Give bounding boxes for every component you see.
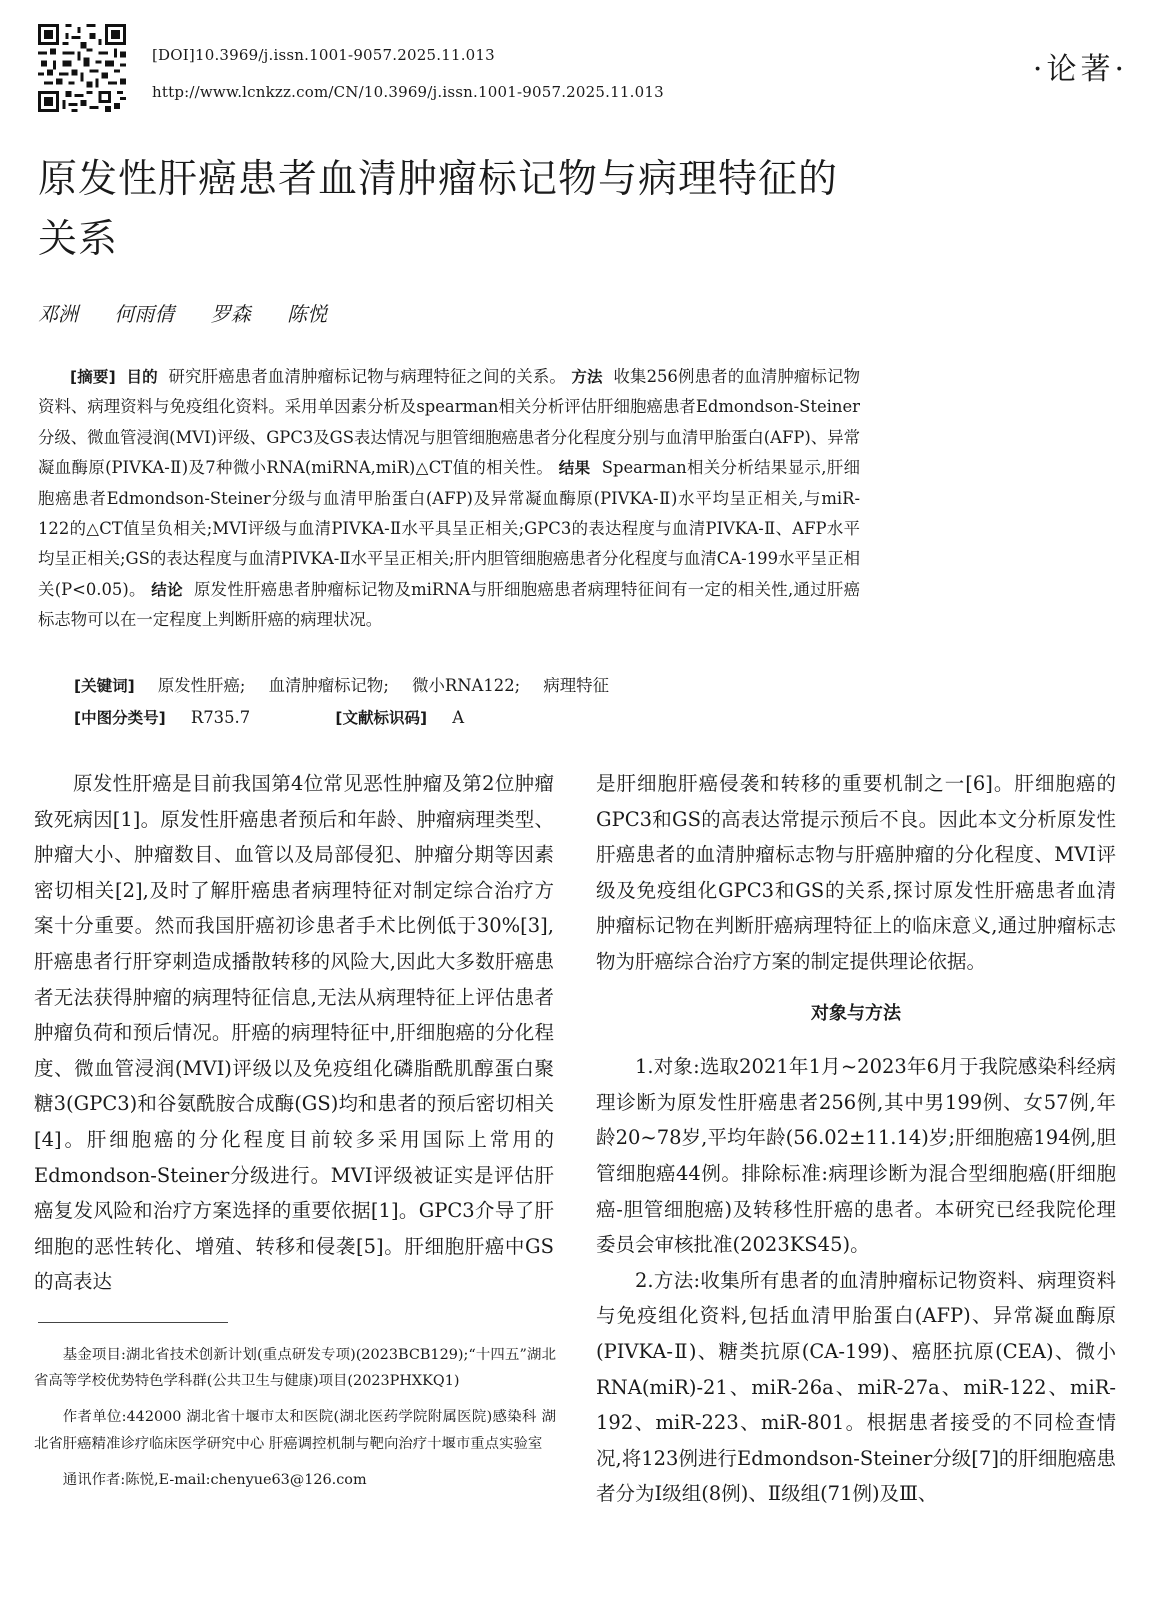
results-text: Spearman相关分析结果显示,肝细胞癌患者Edmondson-Steiner分级与血清甲胎蛋白(AFP)及异常凝血酶原(PIVKA-Ⅱ)水平均呈正相关,与miR-122的△CT值呈负相关;MVI评级与血清PIVKA-Ⅱ水平具呈正相关;GPC3的表达程度与血清PIVKA-Ⅱ、AFP水平均呈正相关;GS的表达程度与血清PIVKA-Ⅱ水平呈正相关;肝内胆管细胞癌患者分化程度与血清CA-199水平呈正相关(P<0.05)。	[38, 458, 860, 599]
keyword: 病理特征	[543, 676, 609, 695]
article-url[interactable]: http://www.lcnkzz.com/CN/10.3969/j.issn.1001-9057.2025.11.013	[152, 83, 664, 101]
corresponding-note: 通讯作者:陈悦,E-mail:chenyue63@126.com	[62, 1471, 367, 1488]
abstract	[38, 362, 860, 636]
body-column-right	[596, 766, 1116, 1512]
methods-text: 收集256例患者的血清肿瘤标记物资料、病理资料与免疫组化资料。采用单因素分析及spearman相关分析评估肝细胞癌患者Edmondson-Steiner分级、微血管浸润(MVI)评级、GPC3及GS表达情况与胆管细胞癌患者分化程度分别与血清甲胎蛋白(AFP)、异常凝血酶原(PIVKA-Ⅱ)及7种微小RNA(miRNA,miR)△CT值的相关性。	[38, 367, 860, 478]
doc-code-value: A	[452, 708, 465, 727]
author: 陈悦	[287, 302, 328, 326]
qr-code-icon	[38, 24, 126, 112]
author: 何雨倩	[114, 302, 175, 326]
objective-label: 目的	[126, 368, 158, 386]
body-paragraph: 1.对象:选取2021年1月~2023年6月于我院感染科经病理诊断为原发性肝癌患者256例,其中男199例、女57例,年龄20~78岁,平均年龄(56.02±11.14)岁;肝细胞癌194例,胆管细胞癌44例。排除标准:病理诊断为混合型细胞癌(肝细胞癌-胆管细胞癌)及转移性肝癌的患者。本研究已经我院伦理委员会审核批准(2023KS45)。	[596, 1055, 1116, 1257]
results-label: 结果	[558, 459, 591, 478]
classification	[74, 706, 464, 728]
conclusion-text: 原发性肝癌患者肿瘤标记物及miRNA与肝细胞癌患者病理特征间有一定的相关性,通过肝癌标志物可以在一定程度上判断肝癌的病理状况。	[38, 579, 861, 630]
clc-label: [中图分类号]	[74, 709, 166, 727]
author-list	[38, 298, 357, 327]
footnotes	[34, 1342, 556, 1503]
article-title: 原发性肝癌患者血清肿瘤标记物与病理特征的关系	[38, 157, 839, 262]
doc-code-label: [文献标识码]	[335, 709, 428, 727]
author: 罗森	[210, 302, 251, 326]
methods-label: 方法	[571, 368, 603, 386]
body-paragraph: 是肝细胞肝癌侵袭和转移的重要机制之一[6]。肝细胞癌的GPC3和GS的高表达常提示预后不良。因此本文分析原发性肝癌患者的血清肿瘤标志物与肝癌肿瘤的分化程度、MVI评级及免疫组化GPC3和GS的关系,探讨原发性肝癌患者血清肿瘤标记物在判断肝癌病理特征上的临床意义,通过肿瘤标志物为肝癌综合治疗方案的制定提供理论依据。	[596, 772, 1116, 973]
keyword: 原发性肝癌;	[157, 676, 246, 695]
doi-text: [DOI]10.3969/j.issn.1001-9057.2025.11.013	[152, 46, 495, 64]
conclusion-label: 结论	[151, 580, 183, 599]
clc-value: R735.7	[190, 708, 251, 727]
section-tag: ·论著·	[1032, 52, 1128, 87]
keywords-label: [关键词]	[74, 677, 135, 695]
author: 邓洲	[38, 302, 78, 326]
body-paragraph: 原发性肝癌是目前我国第4位常见恶性肿瘤及第2位肿瘤致死病因[1]。原发性肝癌患者预后和年龄、肿瘤病理类型、肿瘤大小、肿瘤数目、血管以及局部侵犯、肿瘤分期等因素密切相关[2],及时了解肝癌患者病理特征对制定综合治疗方案十分重要。然而我国肝癌初诊患者手术比例低于30%[3],肝癌患者行肝穿刺造成播散转移的风险大,因此大多数肝癌患者无法获得肿瘤的病理特征信息,无法从病理特征上评估患者肿瘤负荷和预后情况。肝癌的病理特征中,肝细胞癌的分化程度、微血管浸润(MVI)评级以及免疫组化磷脂酰肌醇蛋白聚糖3(GPC3)和谷氨酰胺合成酶(GS)均和患者的预后密切相关[4]。肝细胞癌的分化程度目前较多采用国际上常用的Edmondson-Steiner分级进行。MVI评级被证实是评估肝癌复发风险和治疗方案选择的重要依据[1]。GPC3介导了肝细胞的恶性转化、增殖、转移和侵袭[5]。肝细胞肝癌中GS的高表达	[34, 772, 554, 1294]
keyword: 微小RNA122;	[412, 676, 521, 695]
footnote-divider	[38, 1322, 228, 1323]
fund-note: 基金项目:湖北省技术创新计划(重点研发专项)(2023BCB129);“十四五”湖北省高等学校优势特色学科群(公共卫生与健康)项目(2023PHXKQ1)	[34, 1347, 556, 1390]
affiliation-note: 作者单位:442000 湖北省十堰市太和医院(湖北医药学院附属医院)感染科 湖北省肝癌精准诊疗临床医学研究中心 肝癌调控机制与靶向治疗十堰市重点实验室	[34, 1409, 556, 1452]
keyword: 血清肿瘤标记物;	[268, 676, 389, 695]
section-heading: 对象与方法	[811, 1002, 901, 1024]
abstract-label: [摘要]	[70, 368, 116, 386]
body-paragraph: 2.方法:收集所有患者的血清肿瘤标记物资料、病理资料与免疫组化资料,包括血清甲胎蛋白(AFP)、异常凝血酶原(PIVKA-Ⅱ)、糖类抗原(CA-199)、癌胚抗原(CEA)、微小RNA(miR)-21、miR-26a、miR-27a、miR-122、miR-192、miR-223、miR-801。根据患者接受的不同检查情况,将123例进行Edmondson-Steiner分级[7]的肝细胞癌患者分为Ⅰ级组(8例)、Ⅱ级组(71例)及Ⅲ、	[596, 1268, 1116, 1506]
body-column-left	[34, 766, 554, 1300]
keywords	[74, 672, 609, 696]
objective-text: 研究肝癌患者血清肿瘤标记物与病理特征之间的关系。	[168, 367, 566, 386]
